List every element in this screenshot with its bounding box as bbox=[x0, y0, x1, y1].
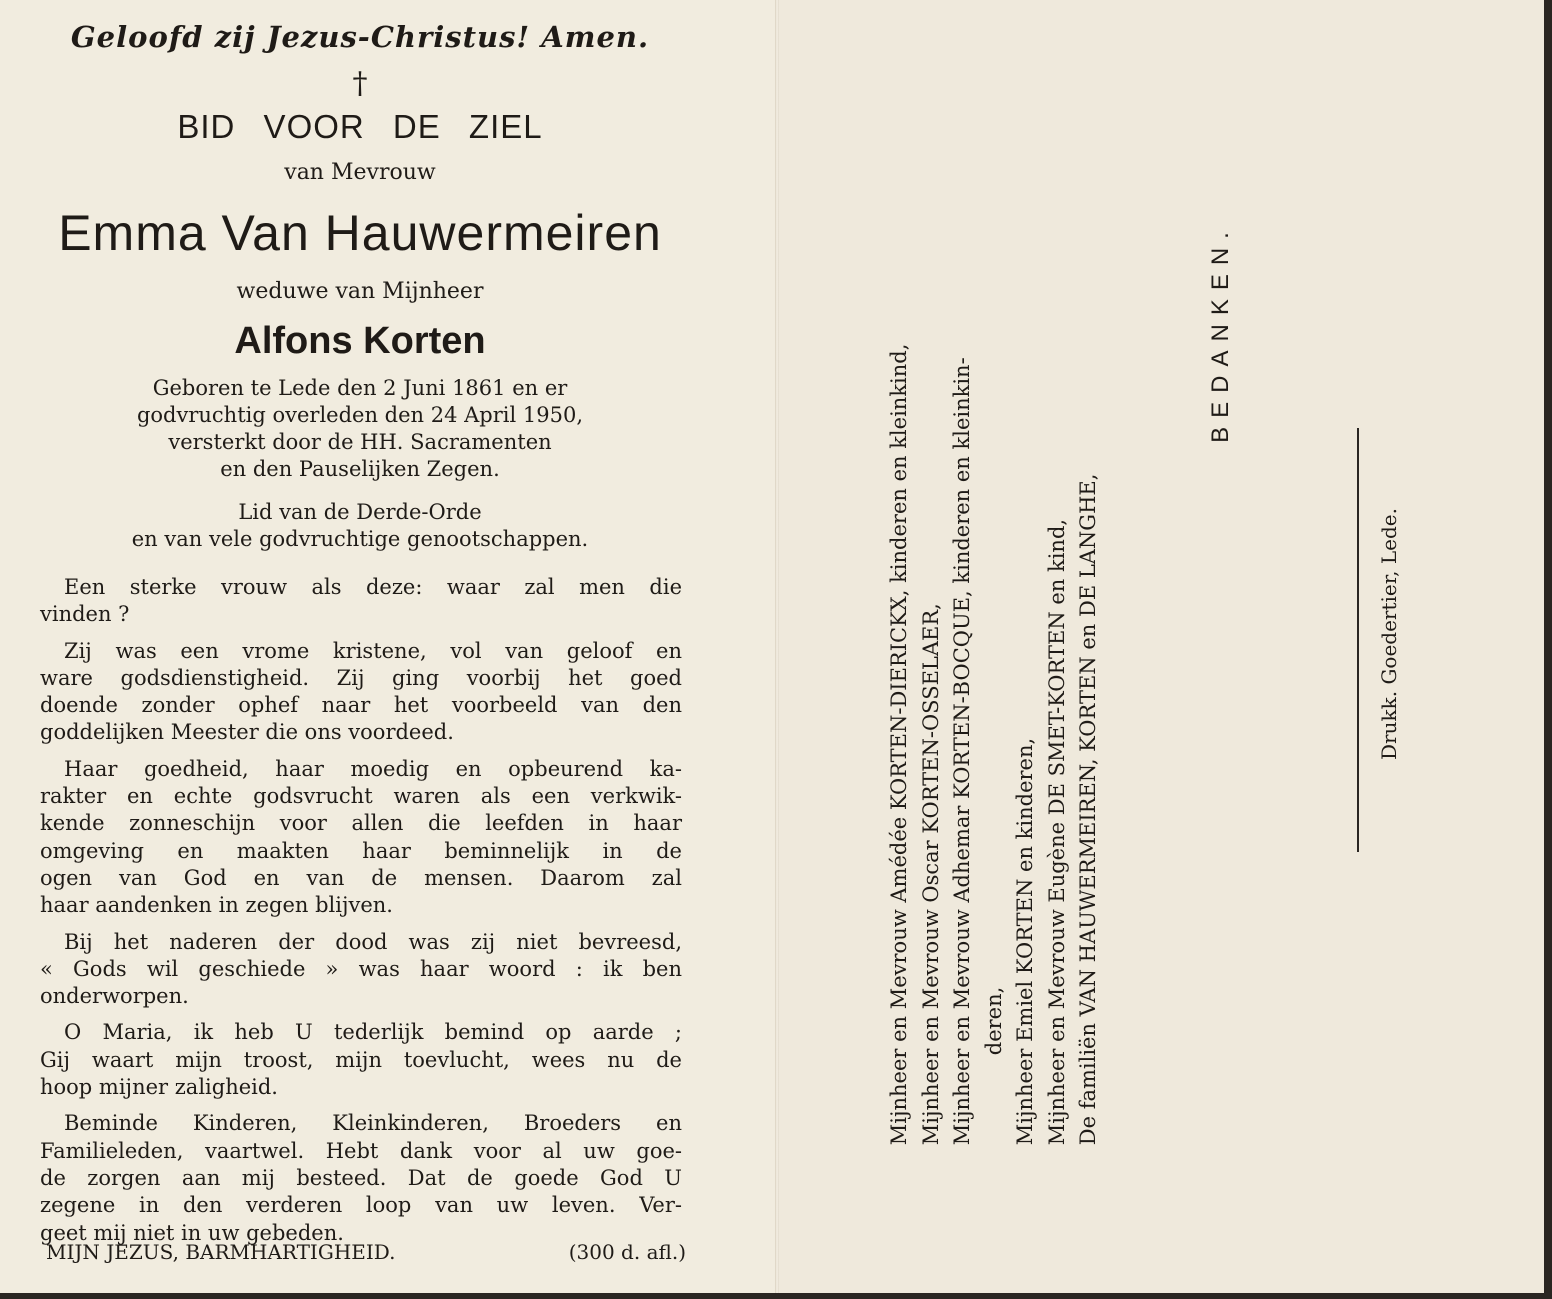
bio-line: en den Pauselijken Zegen. bbox=[220, 457, 500, 481]
membership bbox=[40, 499, 680, 553]
paragraph bbox=[40, 929, 682, 1011]
prayer-text bbox=[40, 574, 682, 1256]
text-line: kende zonneschijn voor allen die leefden in haar bbox=[40, 811, 682, 836]
text-line: Haar goedheid, haar moedig en opbeurend ka- bbox=[64, 756, 682, 781]
printer-block bbox=[1339, 470, 1439, 800]
thanks-block bbox=[1121, 215, 1321, 455]
thanks-text: BEDANKEN. bbox=[1207, 223, 1234, 443]
text-line: omgeving en maakten haar beminnelijk in de bbox=[40, 838, 682, 863]
text-line: Gij waart mijn troost, mijn toevlucht, wees nu de bbox=[40, 1047, 682, 1072]
text-line: Zij was een vrome kristene, vol van geloof en bbox=[64, 638, 682, 663]
mourner-line: Mijnheer en Mevrouw Oscar KORTEN-OSSELAER, bbox=[918, 603, 943, 1146]
van-mevrouw: van Mevrouw bbox=[284, 160, 436, 185]
text-line: ogen van God en van de mensen. Daarom zal bbox=[40, 865, 682, 890]
text-line: Familieleden, vaartwel. Hebt dank voor al uw goe- bbox=[40, 1138, 682, 1163]
text-line: zegene in den verderen loop van uw leven. Ver- bbox=[40, 1193, 682, 1218]
bio bbox=[40, 375, 680, 483]
indulgence: (300 d. afl.) bbox=[568, 1240, 686, 1264]
text-line: goddelijken Meester die ons voordeed. bbox=[40, 720, 454, 745]
mourner-line: Mijnheer en Mevrouw Eugène DE SMET-KORTEN en kind, bbox=[1044, 518, 1069, 1146]
paragraph bbox=[40, 1110, 682, 1246]
mourner-line: Mijnheer Emiel KORTEN en kinderen, bbox=[1012, 737, 1037, 1146]
text-line: vinden ? bbox=[40, 602, 130, 627]
mourners-list bbox=[874, 155, 1114, 1155]
motto: Geloofd zij Jezus-Christus! Amen. bbox=[70, 20, 650, 54]
printer-credit: Drukk. Goedertier, Lede. bbox=[1377, 508, 1401, 760]
text-line: Beminde Kinderen, Kleinkinderen, Broeders en bbox=[64, 1111, 682, 1136]
husband-name: Alfons Korten bbox=[234, 320, 486, 362]
final-prayer: MIJN JEZUS, BARMHARTIGHEID. bbox=[46, 1240, 396, 1264]
paragraph bbox=[40, 574, 682, 629]
mourner-line: deren, bbox=[981, 986, 1006, 1056]
deceased-name: Emma Van Hauwermeiren bbox=[58, 205, 662, 261]
mourner-line: Mijnheer en Mevrouw Adhemar KORTEN-BOCQUE, kinderen en kleinkin- bbox=[949, 357, 974, 1146]
text-line: geet mij niet in uw gebeden. bbox=[40, 1220, 344, 1245]
paragraph bbox=[40, 1019, 682, 1101]
text-line: doende zonder ophef naar het voorbeeld van den bbox=[40, 693, 682, 718]
membership-line: en van vele godvruchtige genootschappen. bbox=[131, 527, 589, 551]
widow-of: weduwe van Mijnheer bbox=[236, 279, 484, 304]
mourner-line: Mijnheer en Mevrouw Amédée KORTEN-DIERICKX, kinderen en kleinkind, bbox=[886, 343, 911, 1146]
text-line: « Gods wil geschiede » was haar woord : ik ben bbox=[40, 956, 682, 981]
mourners-rotated bbox=[884, 145, 1105, 1145]
text-line: rakter en echte godsvrucht waren als een verkwik- bbox=[40, 784, 682, 809]
left-panel bbox=[0, 0, 775, 1293]
membership-line: Lid van de Derde-Orde bbox=[238, 500, 482, 524]
text-line: onderworpen. bbox=[40, 984, 189, 1009]
bio-line: Geboren te Lede den 2 Juni 1861 en er bbox=[152, 376, 568, 400]
text-line: Een sterke vrouw als deze: waar zal men die bbox=[64, 575, 682, 599]
cross-symbol: † bbox=[352, 66, 368, 101]
text-line: Bij het naderen der dood was zij niet bevreesd, bbox=[64, 929, 682, 954]
text-line: haar aandenken in zegen blijven. bbox=[40, 893, 393, 918]
text-line: hoop mijner zaligheid. bbox=[40, 1075, 278, 1100]
paragraph bbox=[40, 756, 682, 920]
paragraph bbox=[40, 638, 682, 747]
final-prayer-line bbox=[46, 1240, 686, 1264]
heading: BID VOOR DE ZIEL bbox=[177, 108, 543, 145]
bio-line: versterkt door de HH. Sacramenten bbox=[168, 430, 552, 454]
text-line: ware godsdienstigheid. Zij ging voorbij het goed bbox=[40, 665, 682, 690]
mourner-line: De familiën VAN HAUWERMEIREN, KORTEN en DE LANGHE, bbox=[1075, 473, 1100, 1146]
text-line: O Maria, ik heb U tederlijk bemind op aarde ; bbox=[64, 1020, 682, 1045]
bio-line: godvruchtig overleden den 24 April 1950, bbox=[136, 403, 584, 427]
text-line: de zorgen aan mij besteed. Dat de goede God U bbox=[40, 1165, 682, 1190]
